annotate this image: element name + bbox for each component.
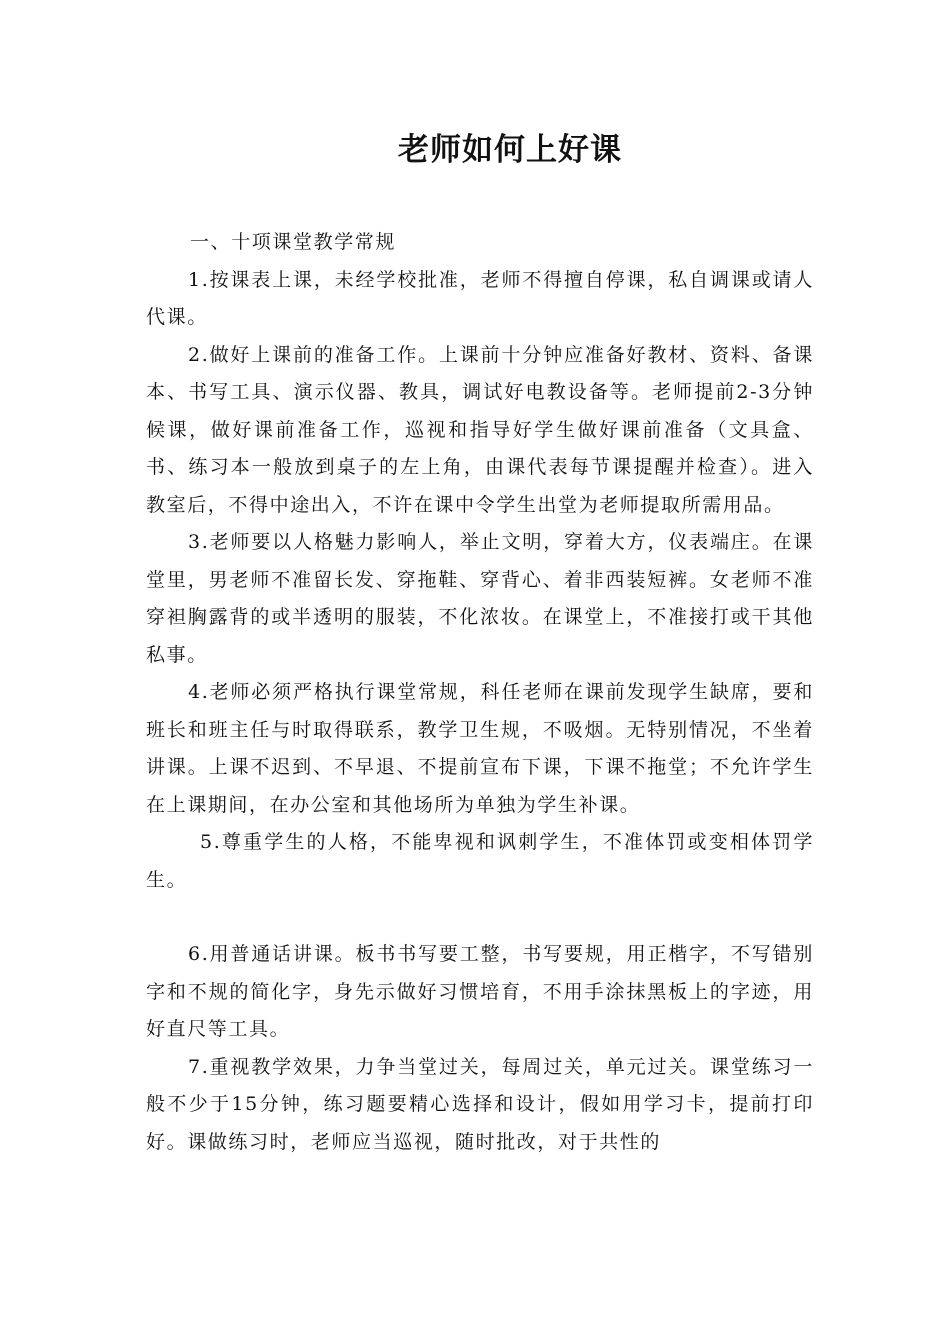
paragraph-rule-4: 4.老师必须严格执行课堂常规，科任老师在课前发现学生缺席，要和班长和班主任与时取得联系，教学卫生规，不吸烟。无特别情况，不坐着讲课。上课不迟到、不早退、不提前宣布下课，下课不拖堂；不允许学生在上课期间，在办公室和其他场所为单独为学生补课。 [146,681,814,816]
document-body [146,224,814,1161]
paragraph-rule-3: 3.老师要以人格魅力影响人，举止文明，穿着大方，仪表端庄。在课堂里，男老师不准留长发、穿拖鞋、穿背心、着非西装短裤。女老师不准穿袒胸露背的或半透明的服装，不化浓妆。在课堂上，不准接打或干其他私事。 [146,531,814,666]
paragraph-rule-5: 5.尊重学生的人格，不能卑视和讽刺学生，不准体罚或变相体罚学生。 [146,831,814,891]
paragraph-rule-1: 1.按课表上课，未经学校批准，老师不得擅自停课，私自调课或请人代课。 [146,268,814,328]
document-title: 老师如何上好课 [398,132,622,168]
paragraph-rule-7: 7.重视教学效果，力争当堂过关，每周过关，单元过关。课堂练习一般不少于15分钟，练习题要精心选择和设计，假如用学习卡，提前打印好。课做练习时，老师应当巡视，随时批改，对于共性的 [146,1055,814,1153]
paragraph-rule-2: 2.做好上课前的准备工作。上课前十分钟应准备好教材、资料、备课本、书写工具、演示仪器、教具，调试好电教设备等。老师提前2-3分钟候课，做好课前准备工作，巡视和指导好学生做好课前准备（文具盒、书、练习本一般放到桌子的左上角，由课代表每节课提醒并检查）。进入教室后，不得中途出入，不许在课中令学生出堂为老师提取所需用品。 [146,343,814,516]
section-heading-teaching-rules: 一、十项课堂教学常规 [190,231,397,253]
paragraph-rule-6: 6.用普通话讲课。板书书写要工整，书写要规，用正楷字，不写错别字和不规的简化字，身先示做好习惯培育，不用手涂抹黑板上的字迹，用好直尺等工具。 [146,943,814,1040]
